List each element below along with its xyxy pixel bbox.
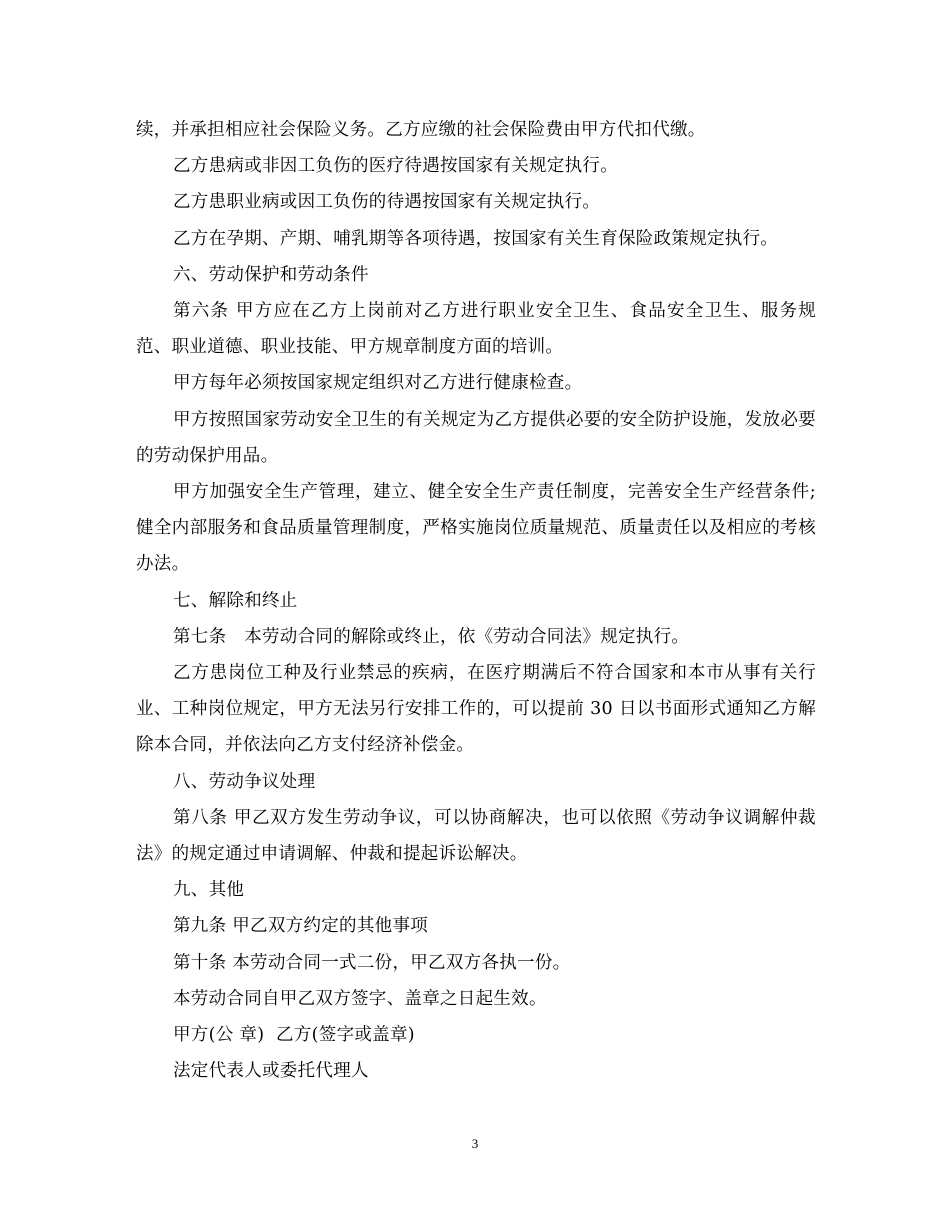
paragraph: 第六条 甲方应在乙方上岗前对乙方进行职业安全卫生、食品安全卫生、服务规范、职业道德、职业技能、甲方规章制度方面的培训。 (136, 301, 816, 358)
paragraph: 第九条 甲乙双方约定的其他事项 (173, 916, 429, 937)
paragraph: 续，并承担相应社会保险义务。乙方应缴的社会保险费由甲方代扣代缴。 (136, 120, 706, 140)
section-heading: 六、劳动保护和劳动条件 (173, 264, 369, 285)
paragraph: 甲方每年必须按国家规定组织对乙方进行健康检查。 (173, 373, 583, 394)
paragraph: 乙方在孕期、产期、哺乳期等各项待遇，按国家有关生育保险政策规定执行。 (173, 228, 779, 249)
paragraph: 第七条 本劳动合同的解除或终止，依《劳动合同法》规定执行。 (173, 626, 690, 647)
paragraph: 乙方患职业病或因工负伤的待遇按国家有关规定执行。 (173, 192, 601, 213)
paragraph: 乙方患病或非因工负伤的医疗待遇按国家有关规定执行。 (173, 156, 618, 177)
signature-line: 甲方(公 章) 乙方(签字或盖章) (173, 1025, 415, 1046)
paragraph: 本劳动合同自甲乙双方签字、盖章之日起生效。 (173, 988, 547, 1009)
section-heading: 八、劳动争议处理 (173, 771, 316, 792)
paragraph: 乙方患岗位工种及行业禁忌的疾病，在医疗期满后不符合国家和本市从事有关行业、工种岗位规定，甲方无法另行安排工作的，可以提前 30 日以书面形式通知乙方解除本合同，并依法向乙方支付经济补偿金。 (136, 663, 816, 756)
paragraph: 第八条 甲乙双方发生劳动争议，可以协商解决，也可以依照《劳动争议调解仲裁法》的规定通过申请调解、仲裁和提起诉讼解决。 (136, 807, 816, 865)
paragraph: 甲方按照国家劳动安全卫生的有关规定为乙方提供必要的安全防护设施，发放必要的劳动保护用品。 (136, 409, 816, 466)
signature-line: 法定代表人或委托代理人 (173, 1061, 369, 1082)
paragraph: 甲方加强安全生产管理，建立、健全安全生产责任制度，完善安全生产经营条件;健全内部服务和食品质量管理制度，严格实施岗位质量规范、质量责任以及相应的考核办法。 (136, 482, 816, 575)
paragraph: 第十条 本劳动合同一式二份，甲乙双方各执一份。 (173, 952, 571, 973)
page-number: 3 (471, 1136, 479, 1151)
section-heading: 七、解除和终止 (173, 590, 298, 611)
document-body (136, 112, 816, 1089)
section-heading: 九、其他 (173, 880, 245, 901)
